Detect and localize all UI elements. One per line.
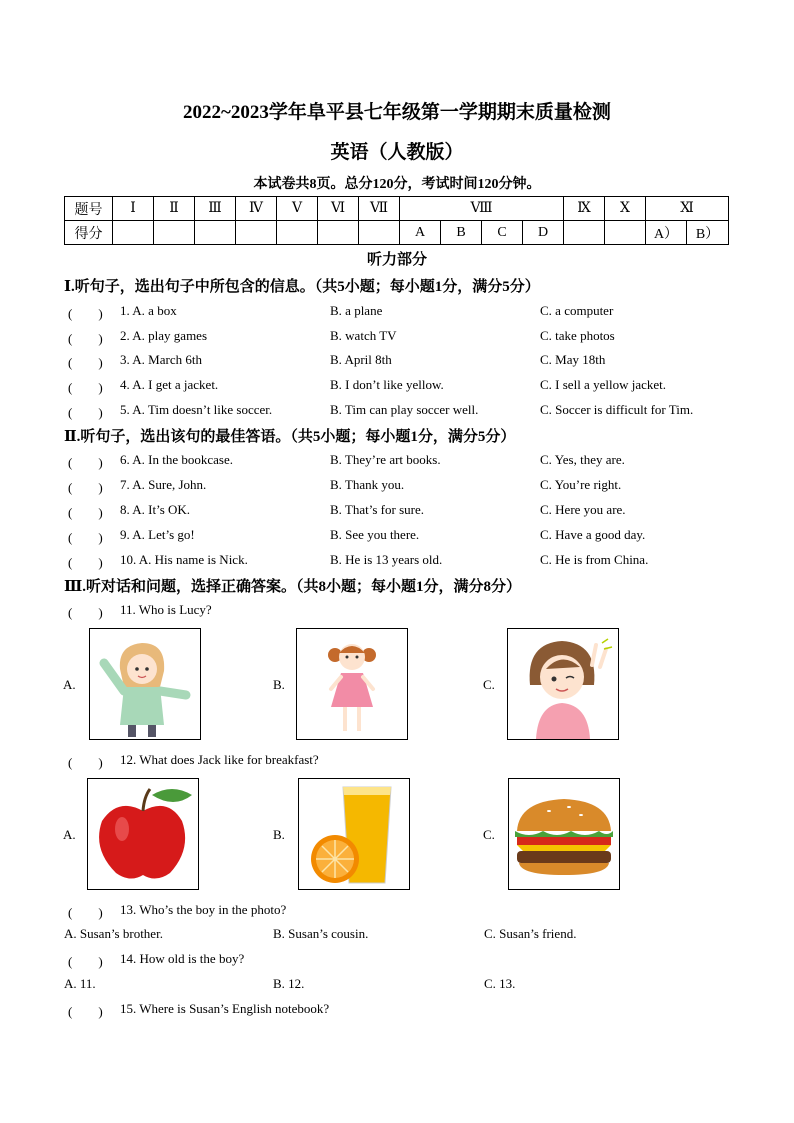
section-header: Ⅴ [277,197,318,221]
question-6 [64,452,764,472]
answer-blank[interactable]: ( ) [68,755,103,770]
option-a: 1. A. a box [120,303,177,318]
answer-blank[interactable]: ( ) [68,405,103,420]
option-b: B. watch TV [330,328,397,343]
answer-blank[interactable]: ( ) [68,530,103,545]
section-header: Ⅶ [359,197,400,221]
option-b: B. 12. [273,976,305,991]
exam-subtitle: 英语（人教版） [330,142,464,163]
option-c: C. He is from China. [540,552,649,567]
section-header: Ⅹ [605,197,646,221]
option-b: B. They’re art books. [330,452,441,467]
section-header: Ⅺ [646,197,729,221]
girl-dress-picture[interactable] [296,628,408,740]
option-b: B. See you there. [330,527,420,542]
question-text: 15. Where is Susan’s English notebook? [120,1001,330,1016]
question-1 [64,303,764,323]
option-a: 6. A. In the bookcase. [120,452,234,467]
picture-option-c-label: C. [483,677,495,692]
option-a: 8. A. It’s OK. [120,502,191,517]
score-value-row [65,221,729,245]
answer-blank[interactable]: ( ) [68,605,103,620]
section-header: Ⅲ [195,197,236,221]
score-sub-cell: B [441,221,482,245]
question-2 [64,328,764,348]
question-text: 11. Who is Lucy? [120,602,212,617]
question-8 [64,502,764,522]
option-b: B. Tim can play soccer well. [330,402,479,417]
girl-pink-shirt-icon [508,629,618,739]
option-b: B. I don’t like yellow. [330,377,444,392]
apple-picture[interactable] [87,778,199,890]
answer-blank[interactable]: ( ) [68,331,103,346]
answer-blank[interactable]: ( ) [68,455,103,470]
option-a: 3. A. March 6th [120,352,202,367]
picture-option-b-label: B. [273,827,285,842]
question-12 [64,752,764,772]
question-text: 12. What does Jack like for breakfast? [120,752,319,767]
score-sub-cell: B） [687,221,729,245]
picture-option-b-label: B. [273,677,285,692]
score-cell[interactable] [564,221,605,245]
option-c: C. May 18th [540,352,606,367]
score-cell[interactable] [113,221,154,245]
question-9 [64,527,764,547]
question-15 [64,1001,764,1021]
section-header: Ⅱ [154,197,195,221]
answer-blank[interactable]: ( ) [68,480,103,495]
option-b: B. Thank you. [330,477,405,492]
picture-option-a-label: A. [63,677,76,692]
answer-blank[interactable]: ( ) [68,1004,103,1019]
answer-blank[interactable]: ( ) [68,905,103,920]
answer-blank[interactable]: ( ) [68,380,103,395]
answer-blank[interactable]: ( ) [68,954,103,969]
listening-heading: 听力部分 [366,252,427,268]
section-header: Ⅰ [113,197,154,221]
question-11 [64,602,764,622]
question-14-options [64,976,764,996]
question-13 [64,902,764,922]
hamburger-icon [509,779,619,889]
question-4 [64,377,764,397]
score-cell[interactable] [236,221,277,245]
option-b: B. a plane [330,303,383,318]
option-c: C. Here you are. [540,502,626,517]
answer-blank[interactable]: ( ) [68,505,103,520]
option-c: C. a computer [540,303,614,318]
section-header: Ⅳ [236,197,277,221]
score-sub-cell: D [523,221,564,245]
score-table [64,196,729,245]
score-sub-cell: C [482,221,523,245]
answer-blank[interactable]: ( ) [68,306,103,321]
question-text: 13. Who’s the boy in the photo? [120,902,287,917]
section-header: Ⅵ [318,197,359,221]
girl-dress-icon [297,629,407,739]
option-b: B. He is 13 years old. [330,552,443,567]
option-a: A. Susan’s brother. [64,926,163,941]
score-cell[interactable] [605,221,646,245]
option-c: C. Yes, they are. [540,452,625,467]
section3-title: Ⅲ.听对话和问题，选择正确答案。（共8小题；每小题1分，满分8分） [64,579,522,595]
option-c: C. Soccer is difficult for Tim. [540,402,694,417]
score-cell[interactable] [195,221,236,245]
question-10 [64,552,764,572]
option-a: 7. A. Sure, John. [120,477,207,492]
option-a: 5. A. Tim doesn’t like soccer. [120,402,273,417]
girl-pink-shirt-picture[interactable] [507,628,619,740]
question-3 [64,352,764,372]
option-c: C. You’re right. [540,477,622,492]
option-c: C. 13. [484,976,516,991]
option-a: 4. A. I get a jacket. [120,377,219,392]
section2-title: Ⅱ.听句子，选出该句的最佳答语。（共5小题；每小题1分，满分5分） [64,429,516,445]
option-b: B. April 8th [330,352,392,367]
exam-title: 2022~2023学年阜平县七年级第一学期期末质量检测 [183,102,611,123]
hamburger-picture[interactable] [508,778,620,890]
option-a: 2. A. play games [120,328,208,343]
picture-option-c-label: C. [483,827,495,842]
answer-blank[interactable]: ( ) [68,555,103,570]
score-cell[interactable] [154,221,195,245]
question-14 [64,951,764,971]
girl-sweater-icon [90,629,200,739]
question-text: 14. How old is the boy? [120,951,245,966]
section-header: Ⅸ [564,197,605,221]
orange-juice-icon [299,779,409,889]
option-a: 9. A. Let’s go! [120,527,195,542]
question-13-options [64,926,764,946]
option-c: C. I sell a yellow jacket. [540,377,666,392]
score-sub-cell: A） [646,221,687,245]
option-b: B. Susan’s cousin. [273,926,369,941]
option-b: B. That’s for sure. [330,502,424,517]
option-c: C. take photos [540,328,615,343]
score-cell[interactable] [359,221,400,245]
score-label-score: 得分 [65,221,113,245]
question-7 [64,477,764,497]
answer-blank[interactable]: ( ) [68,355,103,370]
option-a: A. 11. [64,976,96,991]
option-c: C. Susan’s friend. [484,926,577,941]
girl-sweater-picture[interactable] [89,628,201,740]
score-cell[interactable] [318,221,359,245]
question-5 [64,402,764,422]
score-label-number: 题号 [65,197,113,221]
picture-option-a-label: A. [63,827,76,842]
option-a: 10. A. His name is Nick. [120,552,248,567]
option-c: C. Have a good day. [540,527,646,542]
score-cell[interactable] [277,221,318,245]
exam-info: 本试卷共8页。总分120分，考试时间120分钟。 [253,177,541,192]
section1-title: Ⅰ.听句子，选出句子中所包含的信息。（共5小题；每小题1分，满分5分） [64,279,540,295]
orange-juice-picture[interactable] [298,778,410,890]
score-sub-cell: A [400,221,441,245]
section-header: Ⅷ [400,197,564,221]
score-header-row [65,197,729,221]
apple-icon [88,779,198,889]
